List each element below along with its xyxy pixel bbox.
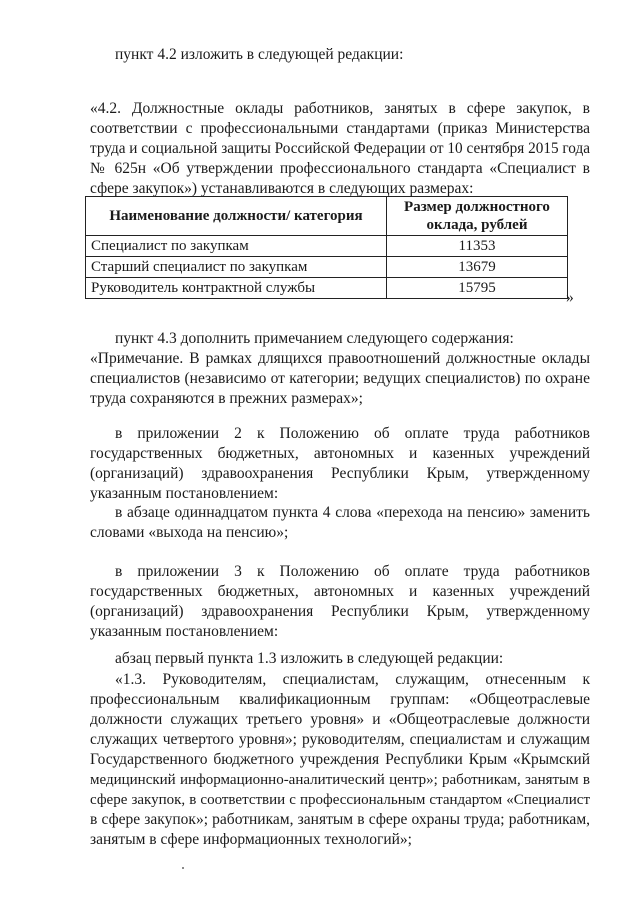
table-header-salary — [387, 197, 568, 236]
header-salary-line-2: оклада, рублей — [426, 217, 528, 233]
quote-1-3-line-3: должности служащих третьего уровня» и «Общеотраслевые должности — [90, 711, 590, 728]
appendix-2-line-3: (организаций) здравоохранения Республики Крым, утвержденному — [90, 465, 590, 482]
note-line-3: труда сохраняются в прежних размерах»; — [90, 390, 363, 407]
appendix-3-line-2: государственных бюджетных, автономных и казенных учреждений — [90, 583, 590, 600]
quote-4-2-line-4: № 625н «Об утверждении профессионального стандарта «Специалист в — [90, 160, 590, 177]
position-name: Специалист по закупкам — [86, 236, 387, 257]
position-name: Старший специалист по закупкам — [86, 257, 387, 278]
quote-1-3-line-8: в сфере закупок»; работникам, занятым в сфере охраны труда; работникам, — [90, 811, 590, 828]
quote-1-3-line-2: профессиональным квалификационным группам: «Общеотраслевые — [90, 691, 590, 708]
paragraph-4-3-intro: пункт 4.3 дополнить примечанием следующего содержания: — [115, 330, 514, 347]
quote-4-2-line-2: соответствии с профессиональными стандартами (приказ Министерства — [90, 120, 590, 137]
quote-1-3-line-7: сфере закупок, в соответствии с профессиональным стандартом «Специалист — [90, 792, 590, 808]
table-header-position: Наименование должности/ категория — [86, 197, 387, 236]
salary-value: 15795 — [387, 278, 568, 299]
quote-4-2-line-3: труда и социальной защиты Российской Федерации от 10 сентября 2015 года — [90, 140, 590, 157]
quote-1-3-line-5: Государственного бюджетного учреждения Республики Крым «Крымский — [90, 751, 590, 768]
table-row — [86, 257, 568, 278]
note-line-1: «Примечание. В рамках длящихся правоотношений должностные оклады — [90, 350, 590, 367]
quote-4-2-line-5: сфере закупок») устанавливаются в следующих размерах: — [90, 180, 474, 197]
position-name: Руководитель контрактной службы — [86, 278, 387, 299]
quote-1-3-line-1: «1.3. Руководителям, специалистам, служащим, отнесенным к — [115, 671, 590, 688]
appendix-2-change-line-1: в абзаце одиннадцатом пункта 4 слова «перехода на пенсию» заменить — [115, 504, 590, 521]
header-salary-line-1: Размер должностного — [404, 199, 550, 215]
appendix-3-line-1: в приложении 3 к Положению об оплате труда работников — [115, 563, 590, 580]
appendix-2-line-2: государственных бюджетных, автономных и казенных учреждений — [90, 445, 590, 462]
quote-4-2-line-1: «4.2. Должностные оклады работников, занятых в сфере закупок, в — [90, 100, 590, 117]
salary-value: 13679 — [387, 257, 568, 278]
appendix-2-line-1: в приложении 2 к Положению об оплате труда работников — [115, 425, 590, 442]
salary-value: 11353 — [387, 236, 568, 257]
table-header-row — [86, 197, 568, 236]
quote-1-3-line-9: занятым в сфере информационных технологий»; — [90, 831, 412, 848]
scan-speck — [182, 867, 184, 869]
paragraph-4-2-intro: пункт 4.2 изложить в следующей редакции: — [115, 46, 404, 63]
table-row — [86, 236, 568, 257]
appendix-2-line-4: указанным постановлением: — [90, 485, 279, 502]
quote-1-3-line-6: медицинский информационно-аналитический центр»; работникам, занятым в — [90, 772, 590, 788]
note-line-2: специалистов (независимо от категории; ведущих специалистов) по охране — [90, 370, 590, 387]
appendix-2-change-line-2: словами «выхода на пенсию»; — [90, 524, 289, 541]
quote-1-3-line-4: служащих четвертого уровня»; руководителям, специалистам и служащим — [90, 731, 590, 748]
appendix-3-line-3: (организаций) здравоохранения Республики Крым, утвержденному — [90, 603, 590, 620]
appendix-3-line-4: указанным постановлением: — [90, 623, 279, 640]
table-close-quote: » — [566, 289, 574, 306]
table-row — [86, 278, 568, 299]
paragraph-1-3-intro: абзац первый пункта 1.3 изложить в следующей редакции: — [115, 650, 504, 667]
salary-table — [85, 196, 568, 299]
